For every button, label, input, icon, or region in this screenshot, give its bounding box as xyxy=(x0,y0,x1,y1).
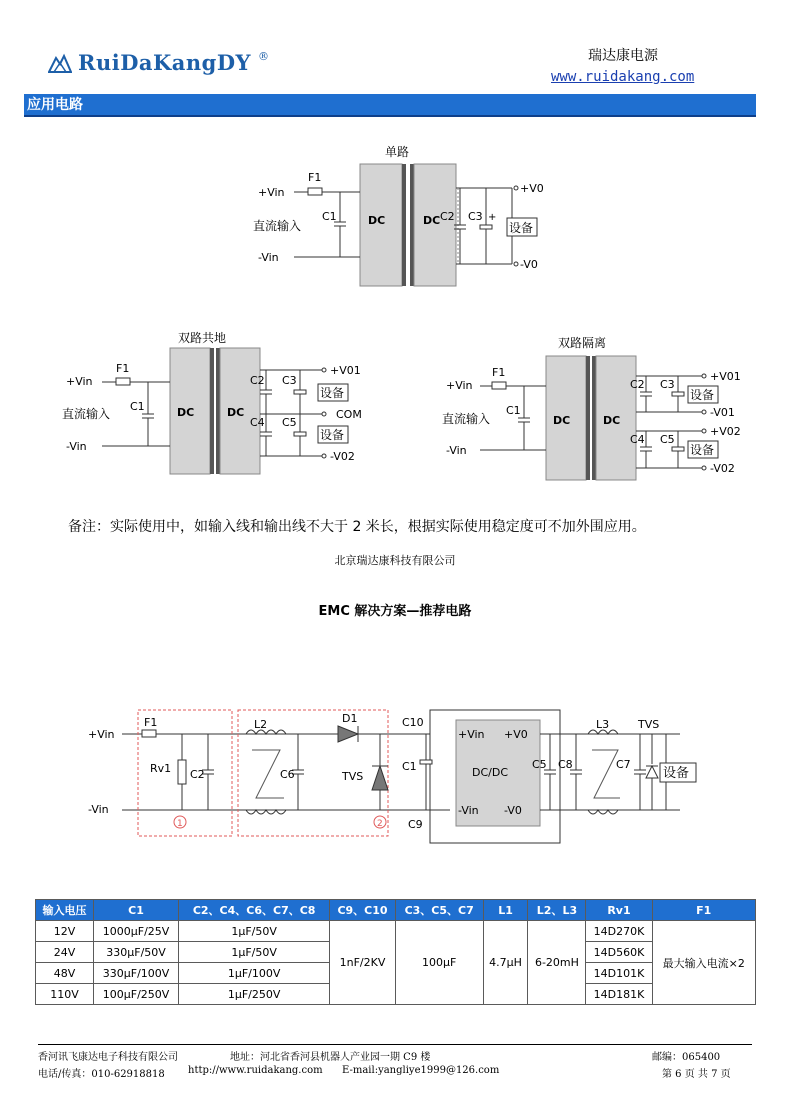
table-cell: 1μF/250V xyxy=(178,984,329,1005)
schematic-text: 设备 xyxy=(690,388,715,402)
table-cell: 100μF/250V xyxy=(94,984,179,1005)
table-row xyxy=(36,921,756,942)
schematic-rect xyxy=(672,392,684,396)
table-cell: 330μF/50V xyxy=(94,942,179,963)
logo-text: RuiDaKangDY xyxy=(78,50,252,75)
schematic-text: DC xyxy=(553,414,571,427)
schematic-text: 2 xyxy=(377,819,383,829)
input-label: 直流输入 xyxy=(253,219,302,233)
schematic-text: 设备 xyxy=(320,386,345,400)
schematic-text: 直流输入 xyxy=(62,407,111,421)
schematic-text: TVS xyxy=(342,770,364,783)
schematic-rect xyxy=(420,760,432,764)
company-logo xyxy=(48,50,270,75)
schematic-rect xyxy=(178,760,186,784)
schematic-text: C2 xyxy=(250,374,265,387)
transformer-core-left xyxy=(402,164,406,286)
schematic-text: +V01 xyxy=(710,370,741,383)
company-caption: 北京瑞达康科技有限公司 xyxy=(334,554,456,567)
schematic-rect xyxy=(210,348,214,474)
schematic-text: TVS xyxy=(638,718,660,731)
schematic-text: -Vin xyxy=(66,440,87,453)
schematic-text: C5 xyxy=(660,433,675,446)
schematic-text: C8 xyxy=(558,758,573,771)
c3-cell: 100μF xyxy=(395,921,483,1005)
header-company-name: 瑞达康电源 xyxy=(588,48,658,64)
schematic-rect xyxy=(586,356,590,480)
l2-cell: 6-20mH xyxy=(528,921,586,1005)
dual-isolated-diagram xyxy=(440,330,760,482)
footer-email-link[interactable]: E-mail:yangliye1999@126.com xyxy=(342,1065,500,1076)
schematic-circle xyxy=(702,466,706,470)
header-cell: L1 xyxy=(483,900,528,921)
schematic-text: COM xyxy=(336,408,362,421)
schematic-text: 双路隔离 xyxy=(558,336,607,350)
section-title-bar: 应用电路 xyxy=(24,94,756,117)
schematic-polygon xyxy=(646,766,658,778)
header-cell: C2、C4、C6、C7、C8 xyxy=(178,900,329,921)
schematic-text: C2 xyxy=(190,768,205,781)
schematic-text: C9 xyxy=(408,818,423,831)
emc-title: EMC 解决方案—推荐电路 xyxy=(318,604,472,619)
vo-neg-label: -V0 xyxy=(520,258,538,271)
schematic-text: F1 xyxy=(116,362,130,375)
emc-circuit-diagram xyxy=(80,700,730,845)
schematic-text: C3 xyxy=(660,378,675,391)
schematic-text: F1 xyxy=(492,366,506,379)
schematic-text: DC/DC xyxy=(472,766,509,779)
schematic-text: + xyxy=(488,212,497,223)
header-cell: C3、C5、C7 xyxy=(395,900,483,921)
schematic-rect xyxy=(294,390,306,394)
dc-label-in: DC xyxy=(368,214,386,227)
schematic-text: 直流输入 xyxy=(442,412,491,426)
schematic-text: C1 xyxy=(130,400,145,413)
schematic-text: C5 xyxy=(532,758,547,771)
header-cell: C1 xyxy=(94,900,179,921)
schematic-text: DC xyxy=(603,414,621,427)
schematic-text: C7 xyxy=(616,758,631,771)
component-spec-table xyxy=(35,899,756,1005)
schematic-text: -V02 xyxy=(330,450,355,463)
schematic-text: -V0 xyxy=(504,804,522,817)
c1-label: C1 xyxy=(322,210,337,223)
header-cell: Rv1 xyxy=(586,900,652,921)
schematic-polygon xyxy=(372,766,388,790)
table-cell: 14D101K xyxy=(586,963,652,984)
c3-label: C3 xyxy=(468,210,483,223)
schematic-rect xyxy=(216,348,220,474)
schematic-text: +Vin xyxy=(66,375,93,388)
footer-company: 香河讯飞康达电子科技有限公司 xyxy=(38,1052,178,1063)
table-cell: 14D181K xyxy=(586,984,652,1005)
schematic-text: C2 xyxy=(630,378,645,391)
schematic-path xyxy=(246,810,286,814)
schematic-circle xyxy=(702,374,706,378)
schematic-text: -Vin xyxy=(88,803,109,816)
schematic-text: L2 xyxy=(254,718,268,731)
schematic-text: +Vin xyxy=(446,379,473,392)
table-cell: 1000μF/25V xyxy=(94,921,179,942)
schematic-text: +Vin xyxy=(458,728,485,741)
schematic-rect xyxy=(142,730,156,737)
schematic-text: DC xyxy=(227,406,245,419)
header-cell: C9、C10 xyxy=(330,900,395,921)
schematic-polygon xyxy=(338,726,358,742)
single-output-diagram xyxy=(250,140,550,290)
single-title: 单路 xyxy=(385,145,410,159)
f1-label: F1 xyxy=(308,171,322,184)
schematic-circle xyxy=(514,262,518,266)
table-cell: 12V xyxy=(36,921,94,942)
header-cell: 输入电压 xyxy=(36,900,94,921)
f1-cell: 最大输入电流×2 xyxy=(652,921,756,1005)
schematic-text: C5 xyxy=(282,416,297,429)
l1-cell: 4.7μH xyxy=(483,921,528,1005)
schematic-text: F1 xyxy=(144,716,158,729)
schematic-text: C10 xyxy=(402,716,424,729)
schematic-circle xyxy=(514,186,518,190)
footer-phone: 电话/传真：010-62918818 xyxy=(38,1069,165,1080)
schematic-text: C3 xyxy=(282,374,297,387)
schematic-path xyxy=(54,63,66,72)
schematic-text: 设备 xyxy=(690,443,715,457)
schematic-text: D1 xyxy=(342,712,358,725)
header-website-link[interactable]: www.ruidakang.com xyxy=(551,69,695,85)
schematic-text: -Vin xyxy=(458,804,479,817)
footer-page-number: 第 6 页 共 7 页 xyxy=(662,1069,731,1080)
device-label: 设备 xyxy=(509,221,534,235)
transformer-core-right xyxy=(410,164,414,286)
schematic-rect xyxy=(294,432,306,436)
schematic-text: -Vin xyxy=(446,444,467,457)
schematic-text: C6 xyxy=(280,768,295,781)
schematic-text: +V0 xyxy=(504,728,528,741)
schematic-circle xyxy=(322,412,326,416)
schematic-circle xyxy=(322,368,326,372)
schematic-text: +Vin xyxy=(88,728,115,741)
schematic-text: 1 xyxy=(177,819,183,829)
schematic-text: Rv1 xyxy=(150,762,172,775)
schematic-text: L3 xyxy=(596,718,610,731)
registered-mark: ® xyxy=(258,50,270,63)
table-cell: 110V xyxy=(36,984,94,1005)
dc-label-out: DC xyxy=(423,214,441,227)
footer-postcode: 邮编：065400 xyxy=(652,1052,721,1063)
schematic-text: C4 xyxy=(630,433,645,446)
vin-pos-label: +Vin xyxy=(258,186,285,199)
schematic-text: +V01 xyxy=(330,364,361,377)
footer-divider xyxy=(38,1044,752,1045)
schematic-text: 设备 xyxy=(320,428,345,442)
schematic-text: DC xyxy=(177,406,195,419)
schematic-rect xyxy=(116,378,130,385)
dual-common-diagram xyxy=(60,328,370,478)
table-cell: 24V xyxy=(36,942,94,963)
note-text: 备注：实际使用中，如输入线和输出线不大于 2 米长，根据实际使用稳定度可不加外围应用。 xyxy=(68,519,646,535)
schematic-text: +V02 xyxy=(710,425,741,438)
dual-common-title: 双路共地 xyxy=(178,331,227,345)
table-cell: 14D270K xyxy=(586,921,652,942)
schematic-text: C1 xyxy=(402,760,417,773)
schematic-rect xyxy=(672,447,684,451)
schematic-text: C4 xyxy=(250,416,265,429)
table-cell: 14D560K xyxy=(586,942,652,963)
fuse-f1 xyxy=(308,188,322,195)
table-header-row xyxy=(36,900,756,921)
table-cell: 1μF/50V xyxy=(178,921,329,942)
schematic-rect xyxy=(480,225,492,229)
c2-label: C2 xyxy=(440,210,455,223)
header-cell: F1 xyxy=(652,900,756,921)
vo-pos-label: +V0 xyxy=(520,182,544,195)
schematic-text: -V02 xyxy=(710,462,735,475)
schematic-circle xyxy=(702,410,706,414)
header-cell: L2、L3 xyxy=(528,900,586,921)
c9-cell: 1nF/2KV xyxy=(330,921,395,1005)
table-cell: 48V xyxy=(36,963,94,984)
table-cell: 1μF/50V xyxy=(178,942,329,963)
schematic-text: C1 xyxy=(506,404,521,417)
table-cell: 330μF/100V xyxy=(94,963,179,984)
vin-neg-label: -Vin xyxy=(258,251,279,264)
footer-web-link[interactable]: http://www.ruidakang.com xyxy=(188,1065,323,1076)
schematic-text: 设备 xyxy=(663,766,690,781)
schematic-rect xyxy=(492,382,506,389)
table-cell: 1μF/100V xyxy=(178,963,329,984)
schematic-path xyxy=(588,810,618,814)
schematic-circle xyxy=(702,429,706,433)
logo-mountain-icon xyxy=(48,53,72,73)
footer-address: 地址：河北省香河县机器人产业园一期 C9 楼 xyxy=(230,1052,431,1063)
schematic-text: -V01 xyxy=(710,406,735,419)
schematic-rect xyxy=(592,356,596,480)
schematic-circle xyxy=(322,454,326,458)
